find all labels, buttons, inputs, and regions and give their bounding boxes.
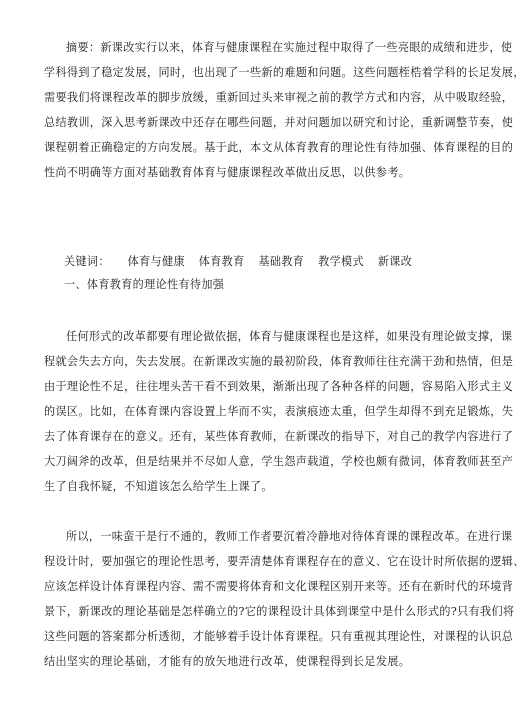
body-line: 的误区。比如，在体育课内容设置上华而不实，表演痕迹太重，但学生却得不到充足锻炼，失 (44, 405, 514, 418)
abstract-line: 摘要：新课改实行以来，体育与健康课程在实施过程中取得了一些亮眼的成绩和进步，使 (66, 41, 513, 54)
body-line: 任何形式的改革都要有理论做依据，体育与健康课程也是这样，如果没有理论做支撑，课 (66, 330, 513, 343)
keywords-row (64, 249, 422, 274)
keyword-item: 新课改 (377, 255, 413, 268)
body-line: 结出坚实的理论基础，才能有的放矢地进行改革，使课程得到长足发展。 (44, 655, 411, 668)
keyword-item: 体育与健康 (127, 255, 185, 268)
abstract-line: 学科得到了稳定发展，同时，也出现了一些新的难题和问题。这些问题桎梏着学科的长足发展， (44, 66, 525, 79)
body-line: 程设计时，要加强它的理论性思考，要弄清楚体育课程存在的意义、它在设计时所依据的逻辑、 (44, 555, 525, 568)
keywords-label: 关键词： (64, 255, 110, 268)
abstract-line: 需要我们将课程改革的脚步放缓，重新回过头来审视之前的教学方式和内容，从中吸取经验， (44, 91, 514, 104)
body-line: 应该怎样设计体育课程内容、需不需要将体育和文化课程区别开来等。还有在新时代的环境背 (44, 580, 514, 593)
keyword-item: 基础教育 (258, 255, 305, 268)
body-paragraph-2 (44, 524, 525, 674)
keyword-item: 教学模式 (318, 255, 364, 268)
abstract-paragraph (44, 35, 525, 185)
abstract-line: 性尚不明确等方面对基础教育体育与健康课程改革做出反思，以供参考。 (44, 166, 411, 179)
body-line: 程就会失去方向，失去发展。在新课改实施的最初阶段，体育教师往往充满干劲和热情，但是 (44, 355, 514, 368)
body-line: 生了自我怀疑，不知道该怎么给学生上课了。 (44, 480, 273, 493)
body-line: 景下，新课改的理论基础是怎样确立的?它的课程设计具体到课堂中是什么形式的?只有我们将 (44, 605, 515, 618)
body-line: 去了体育课存在的意义。还有，某些体育教师，在新课改的指导下，对自己的教学内容进行了 (44, 430, 514, 443)
body-line: 由于理论性不足，往往埋头苦干看不到效果，渐渐出现了各种各样的问题，容易陷入形式主义 (44, 380, 514, 393)
abstract-line: 课程朝着正确稳定的方向发展。基于此，本文从体育教育的理论性有待加强、体育课程的目的 (44, 141, 514, 154)
body-line: 这些问题的答案都分析透彻，才能够着手设计体育课程。只有重视其理论性，对课程的认识总 (44, 630, 514, 643)
body-paragraph-1 (44, 324, 514, 499)
keyword-item: 体育教育 (198, 255, 245, 268)
body-line: 大刀阔斧的改革，但是结果并不尽如人意，学生怨声载道，学校也颇有微词，体育教师甚至产 (44, 455, 514, 468)
body-line: 所以，一味蛮干是行不通的，教师工作者要沉着冷静地对待体育课的课程改革。在进行课 (66, 530, 513, 543)
section-heading: 一、体育教育的理论性有待加强 (64, 278, 225, 291)
abstract-line: 总结教训，深入思考新课改中还存在哪些问题，并对问题加以研究和讨论，重新调整节奏，使 (44, 116, 514, 129)
